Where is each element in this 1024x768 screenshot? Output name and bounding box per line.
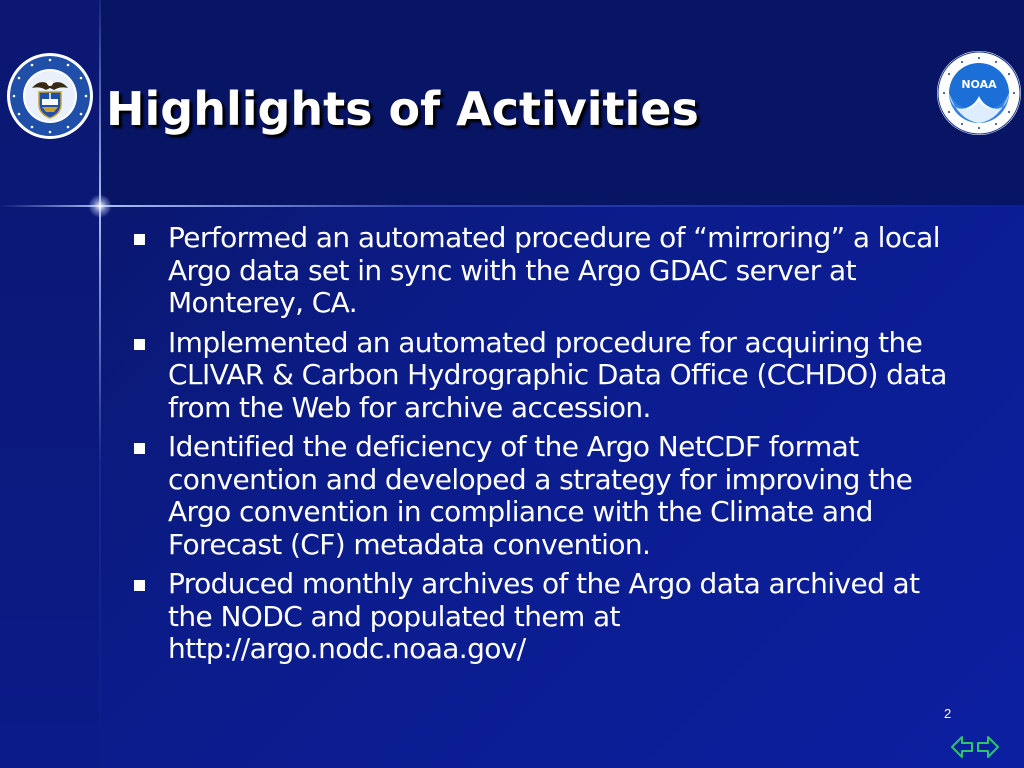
square-bullet-icon <box>134 339 145 350</box>
square-bullet-icon <box>134 443 145 454</box>
slide-navigation <box>950 734 1000 760</box>
noaa-logo-icon <box>936 50 1022 136</box>
forward-arrow-icon[interactable] <box>976 734 1000 760</box>
slide-title: Highlights of Activities <box>106 82 699 136</box>
square-bullet-icon <box>134 580 145 591</box>
sparkle-decoration <box>88 194 112 218</box>
bullet-item <box>130 327 970 425</box>
vertical-divider <box>99 0 101 768</box>
back-arrow-icon[interactable] <box>950 734 974 760</box>
page-number: 2 <box>944 706 952 721</box>
bullet-text: Produced monthly archives of the Argo data archived at the NODC and populated them at http://argo.nodc.noaa.gov/ <box>168 567 920 665</box>
bullet-text: Implemented an automated procedure for acquiring the CLIVAR & Carbon Hydrographic Data Office (CCHDO) data from the Web for archive accession. <box>168 325 947 424</box>
horizontal-divider <box>0 205 1024 207</box>
square-bullet-icon <box>134 234 145 245</box>
bullet-text: Identified the deficiency of the Argo NetCDF format convention and developed a strategy for improving the Argo convention in compliance with the Climate and Forecast (CF) metadata convention. <box>168 430 913 561</box>
bullet-text: Performed an automated procedure of “mirroring” a local Argo data set in sync with the Argo GDAC server at Monterey, CA. <box>168 221 940 319</box>
bullet-item <box>130 568 970 666</box>
bullet-item <box>130 431 970 561</box>
bullet-item <box>130 222 970 320</box>
noaa-logo-text: NOAA <box>961 78 997 91</box>
department-of-commerce-seal-icon <box>6 52 94 140</box>
bullet-list <box>130 222 970 673</box>
